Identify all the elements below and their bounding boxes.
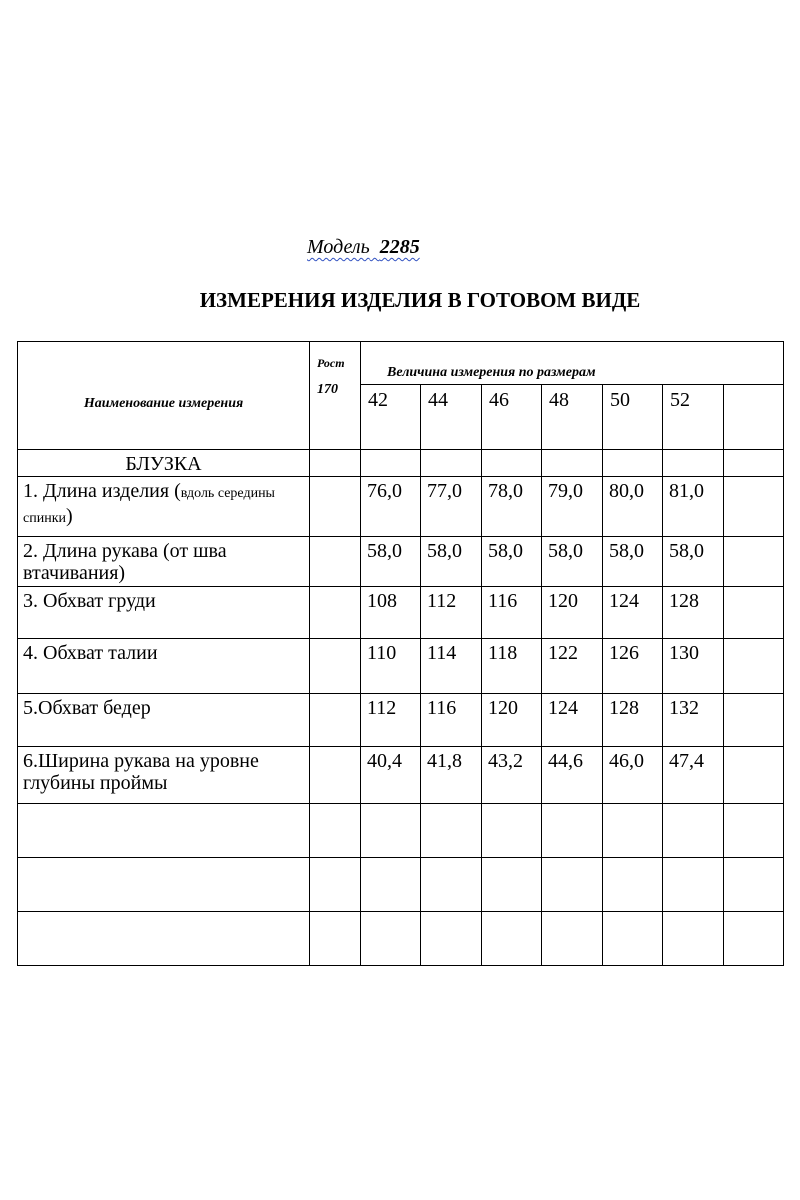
empty-cell [542, 858, 603, 912]
row-value: 81,0 [663, 477, 724, 537]
row-value: 124 [603, 587, 663, 639]
row-name: 2. Длина рукава (от шва втачивания) [18, 537, 310, 587]
empty-cell [310, 804, 361, 858]
row-value: 58,0 [421, 537, 482, 587]
empty-cell [663, 450, 724, 477]
row-value [724, 587, 784, 639]
row-value: 118 [482, 639, 542, 694]
row-name: 4. Обхват талии [18, 639, 310, 694]
empty-row [18, 804, 784, 858]
empty-cell [482, 858, 542, 912]
size-header: 42 [361, 385, 421, 450]
row-value: 112 [361, 694, 421, 747]
measurements-table [17, 341, 784, 966]
header-height-value: 170 [317, 382, 338, 397]
height-cell [310, 747, 361, 804]
height-cell [310, 477, 361, 537]
row-value: 132 [663, 694, 724, 747]
row-value: 58,0 [361, 537, 421, 587]
row-name-note: вдоль середины спинки [23, 486, 275, 526]
empty-cell [542, 450, 603, 477]
row-value: 112 [421, 587, 482, 639]
size-header: 50 [603, 385, 663, 450]
row-value: 116 [421, 694, 482, 747]
empty-cell [663, 912, 724, 966]
empty-cell [361, 912, 421, 966]
height-cell [310, 537, 361, 587]
header-height [310, 342, 361, 450]
model-number: 2285 [379, 236, 420, 258]
empty-cell [310, 450, 361, 477]
header-sizes-caption: Величина измерения по размерам [361, 342, 784, 385]
size-header [724, 385, 784, 450]
row-value: 130 [663, 639, 724, 694]
row-name: 3. Обхват груди [18, 587, 310, 639]
table-row [18, 694, 784, 747]
empty-cell [421, 858, 482, 912]
size-header: 48 [542, 385, 603, 450]
empty-cell [603, 912, 663, 966]
table-row [18, 537, 784, 587]
row-value: 78,0 [482, 477, 542, 537]
header-measurement-name: Наименование измерения [18, 342, 310, 450]
row-value: 128 [663, 587, 724, 639]
row-value: 58,0 [482, 537, 542, 587]
row-value: 110 [361, 639, 421, 694]
empty-cell [663, 858, 724, 912]
row-name-text: 1. Длина изделия ( [23, 480, 181, 502]
row-name: 5.Обхват бедер [18, 694, 310, 747]
section-row [18, 450, 784, 477]
row-value: 79,0 [542, 477, 603, 537]
empty-cell [18, 912, 310, 966]
row-value: 120 [482, 694, 542, 747]
row-value: 108 [361, 587, 421, 639]
table-row [18, 477, 784, 537]
row-value [724, 747, 784, 804]
height-cell [310, 694, 361, 747]
header-height-label: Рост [317, 356, 345, 370]
size-header: 46 [482, 385, 542, 450]
row-value: 44,6 [542, 747, 603, 804]
row-value: 116 [482, 587, 542, 639]
row-value: 58,0 [603, 537, 663, 587]
table-row [18, 639, 784, 694]
row-value [724, 694, 784, 747]
empty-cell [361, 858, 421, 912]
row-value [724, 639, 784, 694]
empty-cell [724, 450, 784, 477]
empty-cell [724, 912, 784, 966]
model-heading [307, 236, 420, 259]
row-value: 114 [421, 639, 482, 694]
row-value: 124 [542, 694, 603, 747]
size-header: 44 [421, 385, 482, 450]
table-row [18, 747, 784, 804]
row-value: 40,4 [361, 747, 421, 804]
row-name-close: ) [65, 505, 73, 527]
row-value [724, 477, 784, 537]
size-header: 52 [663, 385, 724, 450]
row-value: 128 [603, 694, 663, 747]
row-name [18, 477, 310, 537]
empty-cell [310, 912, 361, 966]
empty-cell [421, 450, 482, 477]
empty-cell [482, 804, 542, 858]
empty-cell [542, 804, 603, 858]
empty-cell [310, 858, 361, 912]
empty-cell [603, 804, 663, 858]
height-cell [310, 639, 361, 694]
empty-cell [724, 858, 784, 912]
row-value [724, 537, 784, 587]
empty-row [18, 912, 784, 966]
empty-cell [542, 912, 603, 966]
section-title: БЛУЗКА [18, 450, 310, 477]
row-value: 122 [542, 639, 603, 694]
empty-cell [421, 804, 482, 858]
row-value: 41,8 [421, 747, 482, 804]
empty-cell [361, 450, 421, 477]
row-value: 47,4 [663, 747, 724, 804]
empty-row [18, 858, 784, 912]
row-value: 58,0 [663, 537, 724, 587]
empty-cell [18, 804, 310, 858]
row-value: 126 [603, 639, 663, 694]
row-value: 120 [542, 587, 603, 639]
row-value: 76,0 [361, 477, 421, 537]
empty-cell [603, 858, 663, 912]
empty-cell [421, 912, 482, 966]
empty-cell [482, 450, 542, 477]
empty-cell [482, 912, 542, 966]
empty-cell [361, 804, 421, 858]
empty-cell [603, 450, 663, 477]
row-name: 6.Ширина рукава на уровне глубины проймы [18, 747, 310, 804]
document-title: ИЗМЕРЕНИЯ ИЗДЕЛИЯ В ГОТОВОМ ВИДЕ [199, 288, 641, 312]
row-value: 46,0 [603, 747, 663, 804]
model-label: Модель [307, 236, 370, 258]
empty-cell [663, 804, 724, 858]
row-value: 43,2 [482, 747, 542, 804]
row-value: 80,0 [603, 477, 663, 537]
height-cell [310, 587, 361, 639]
row-value: 77,0 [421, 477, 482, 537]
row-value: 58,0 [542, 537, 603, 587]
empty-cell [724, 804, 784, 858]
header-row-top [18, 342, 784, 385]
empty-cell [18, 858, 310, 912]
table-row [18, 587, 784, 639]
